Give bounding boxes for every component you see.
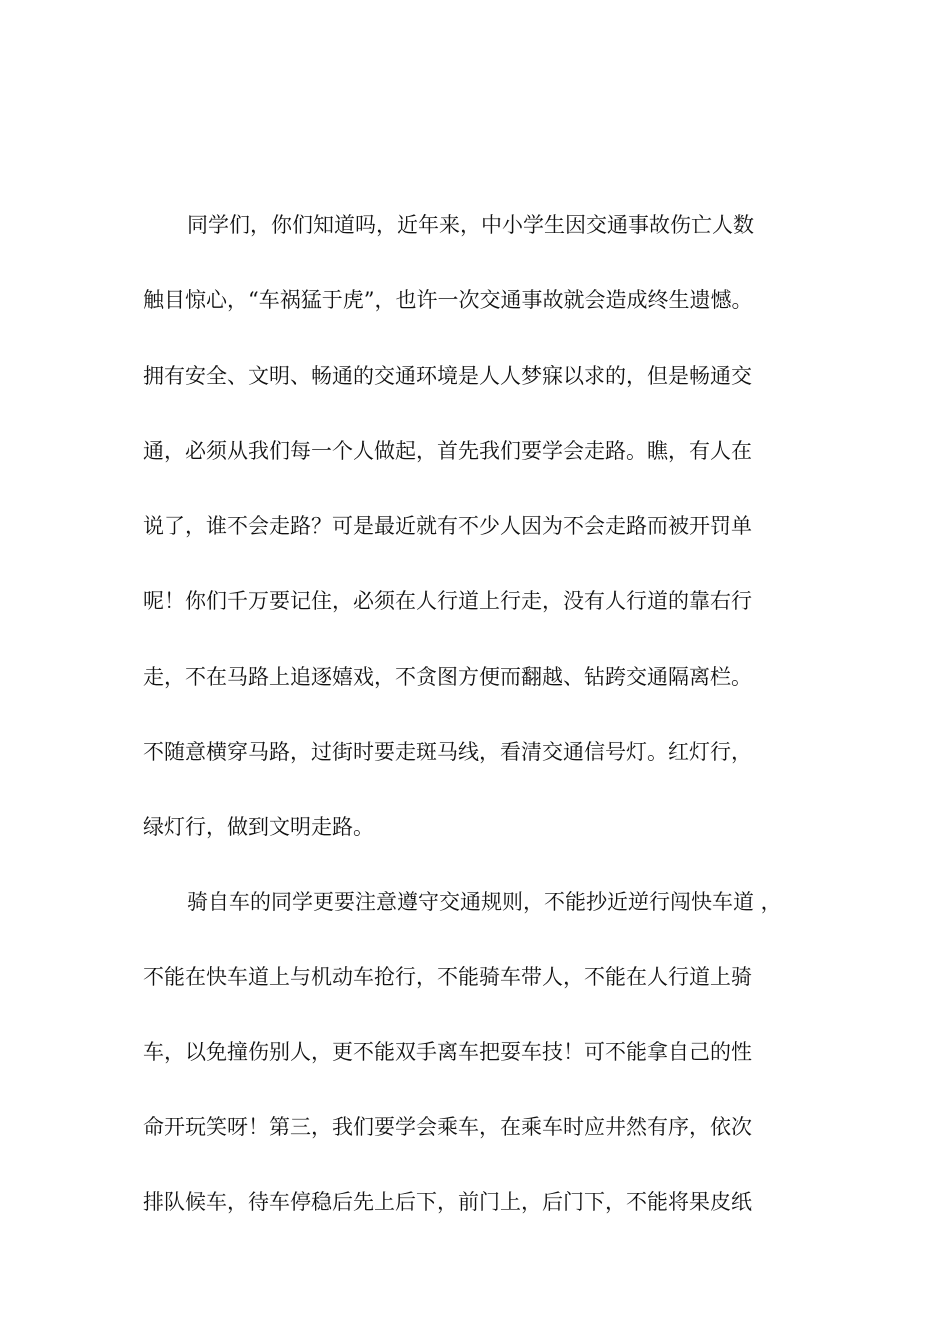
paragraph-1-line-9: 绿灯行，做到文明走路。 bbox=[143, 815, 374, 839]
paragraph-1-line-8: 不随意横穿马路，过街时要走斑马线，看清交通信号灯。红灯行， bbox=[143, 740, 752, 764]
paragraph-1-line-4: 通，必须从我们每一个人做起，首先我们要学会走路。瞧，有人在 bbox=[143, 439, 752, 463]
paragraph-1-line-1: 同学们，你们知道吗，近年来，中小学生因交通事故伤亡人数 bbox=[187, 213, 754, 237]
paragraph-1-line-5: 说了，谁不会走路？可是最近就有不少人因为不会走路而被开罚单 bbox=[143, 514, 752, 538]
paragraph-2-line-4: 命开玩笑呀！第三，我们要学会乘车，在乘车时应井然有序，依次 bbox=[143, 1115, 752, 1139]
paragraph-1-line-2: 触目惊心，“车祸猛于虎”，也许一次交通事故就会造成终生遗憾。 bbox=[143, 288, 753, 312]
paragraph-2-line-2: 不能在快车道上与机动车抢行，不能骑车带人，不能在人行道上骑 bbox=[143, 965, 752, 989]
paragraph-1-line-7: 走，不在马路上追逐嬉戏，不贪图方便而翻越、钻跨交通隔离栏。 bbox=[143, 665, 752, 689]
paragraph-1-line-3: 拥有安全、文明、畅通的交通环境是人人梦寐以求的，但是畅通交 bbox=[143, 364, 752, 388]
paragraph-2-line-3: 车，以免撞伤别人，更不能双手离车把耍车技！可不能拿自己的性 bbox=[143, 1040, 752, 1064]
paragraph-2-line-5: 排队候车，待车停稳后先上后下，前门上，后门下，不能将果皮纸 bbox=[143, 1190, 752, 1214]
paragraph-1-line-6: 呢！你们千万要记住，必须在人行道上行走，没有人行道的靠右行 bbox=[143, 589, 752, 613]
paragraph-2-line-1: 骑自车的同学更要注意遵守交通规则，不能抄近逆行闯快车道 ， bbox=[187, 890, 782, 914]
